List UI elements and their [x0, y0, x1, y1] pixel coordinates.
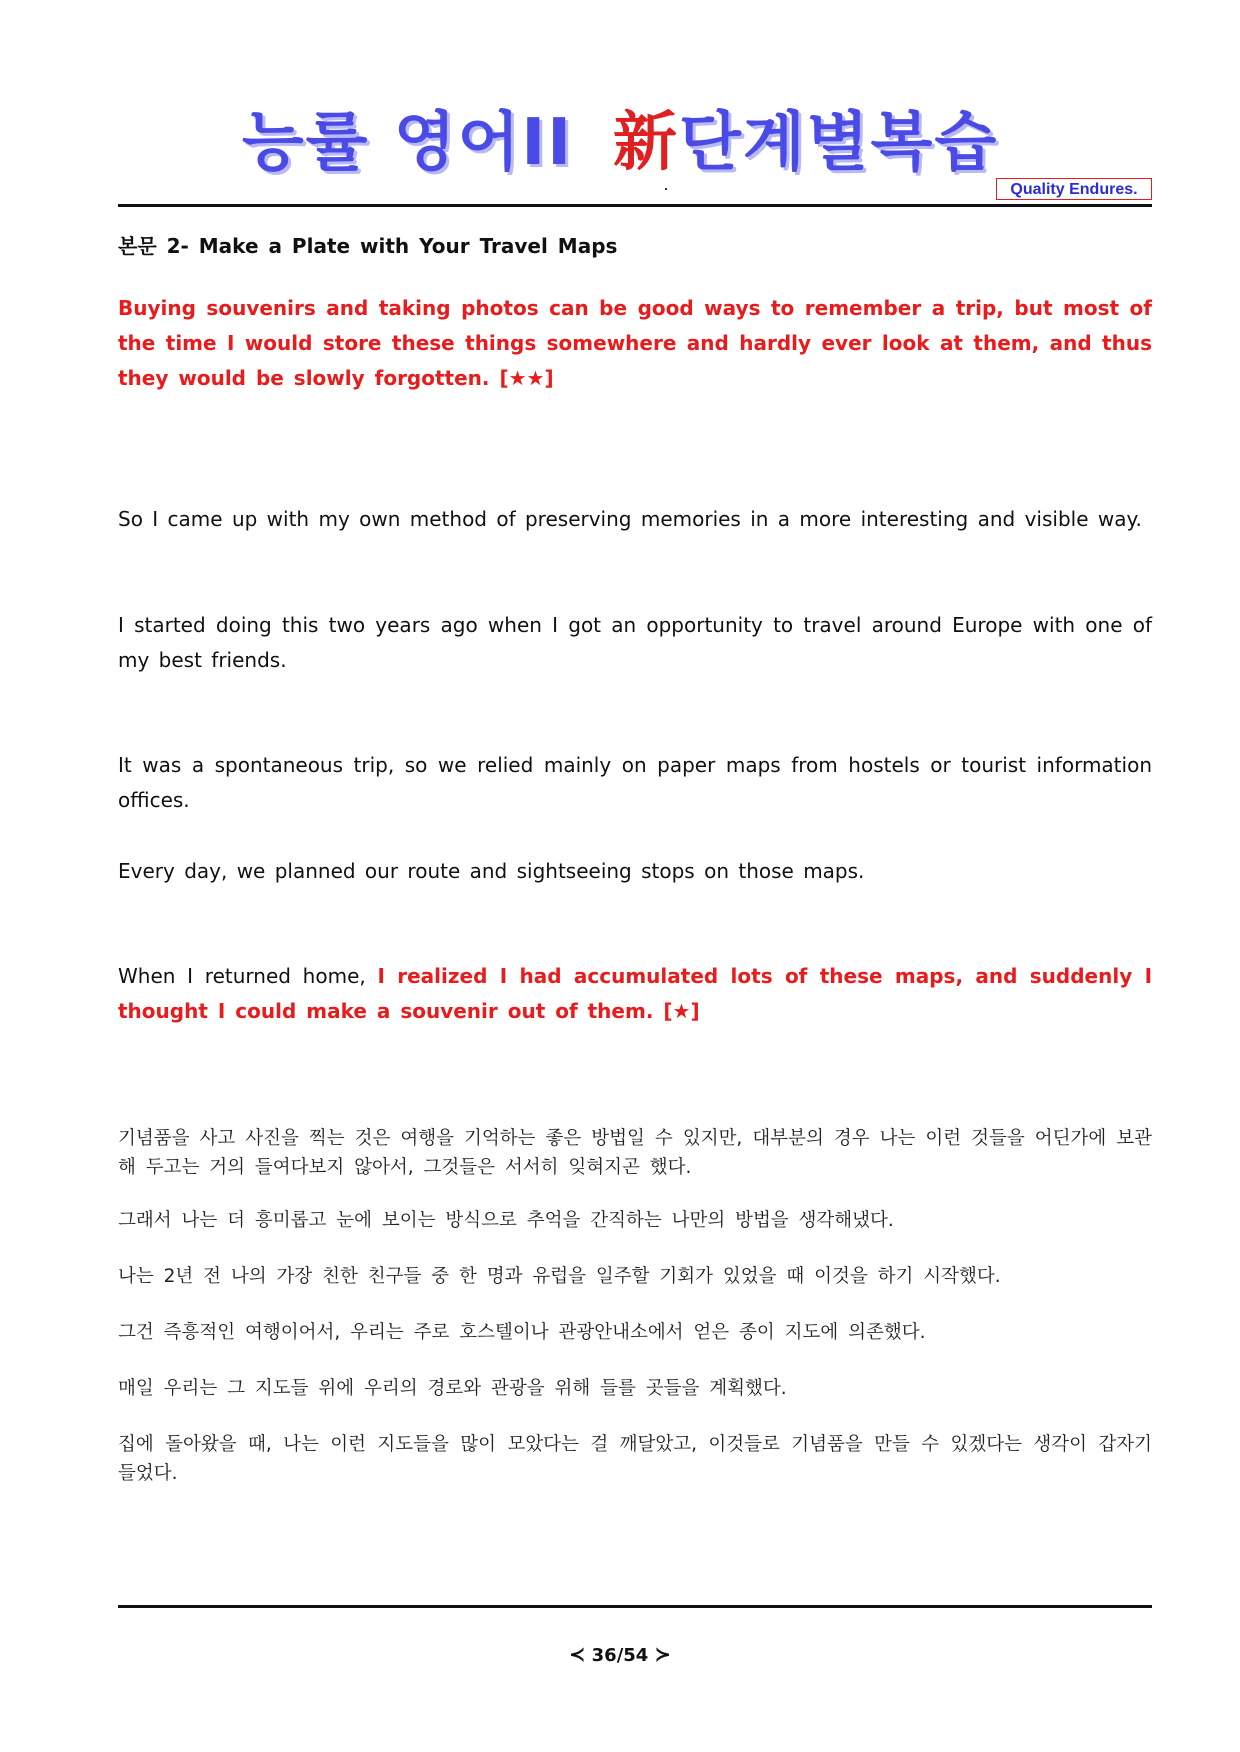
- banner-title: [0, 102, 1240, 184]
- page-number: [0, 1642, 1240, 1666]
- tagline-box: Quality Endures.: [996, 178, 1152, 200]
- header-rule: [118, 204, 1152, 207]
- banner-title-part2: 단계별복습: [679, 106, 999, 180]
- prev-arrow-icon: ≺: [568, 1642, 586, 1666]
- english-paragraph-4: It was a spontaneous trip, so we relied mainly on paper maps from hostels or tourist information offices.: [118, 753, 1152, 812]
- banner-title-part1: 능률 영어II: [241, 106, 574, 180]
- footer-rule: [118, 1605, 1152, 1608]
- korean-paragraph-1: 기념품을 사고 사진을 찍는 것은 여행을 기억하는 좋은 방법일 수 있지만, 대부분의 경우 나는 이런 것들을 어딘가에 보관해 두고는 거의 들여다보지 않아서, 그것들은 서서히 잊혀지곤 했다.: [118, 1128, 1152, 1178]
- korean-paragraph-3: 나는 2년 전 나의 가장 친한 친구들 중 한 명과 유럽을 일주할 기회가 있었을 때 이것을 하기 시작했다.: [118, 1266, 1001, 1287]
- page-number-label: 36/54: [591, 1645, 649, 1666]
- header-dot: [665, 188, 667, 190]
- english-paragraph-6-highlight: I realized I had accumulated lots of these maps, and suddenly I thought I could make a souvenir out of them. [★]: [118, 964, 1153, 1023]
- english-paragraph-6-plain: When I returned home,: [118, 964, 378, 988]
- english-paragraph-2: So I came up with my own method of preserving memories in a more interesting and visible way.: [118, 507, 1142, 531]
- english-paragraph-3: I started doing this two years ago when I got an opportunity to travel around Europe with one of my best friends.: [118, 613, 1152, 672]
- korean-paragraph-4: 그건 즉흥적인 여행이어서, 우리는 주로 호스텔이나 관광안내소에서 얻은 종이 지도에 의존했다.: [118, 1322, 926, 1343]
- korean-paragraph-6: 집에 돌아왔을 때, 나는 이런 지도들을 많이 모았다는 걸 깨달았고, 이것들로 기념품을 만들 수 있겠다는 생각이 갑자기 들었다.: [118, 1434, 1152, 1484]
- banner-title-hanja: 新: [613, 106, 680, 180]
- english-paragraph-5: Every day, we planned our route and sightseeing stops on those maps.: [118, 859, 865, 883]
- korean-paragraph-2: 그래서 나는 더 흥미롭고 눈에 보이는 방식으로 추억을 간직하는 나만의 방법을 생각해냈다.: [118, 1210, 894, 1231]
- english-paragraph-6: [118, 959, 1152, 1029]
- english-paragraph-1: Buying souvenirs and taking photos can be good ways to remember a trip, but most of the time I would store these things somewhere and hardly ever look at them, and thus they would be slowly forgotten. [★★]: [118, 296, 1152, 390]
- korean-paragraph-5: 매일 우리는 그 지도들 위에 우리의 경로와 관광을 위해 들를 곳들을 계획했다.: [118, 1378, 787, 1399]
- next-arrow-icon: ≻: [654, 1642, 672, 1666]
- section-title: 본문 2- Make a Plate with Your Travel Maps: [118, 234, 618, 258]
